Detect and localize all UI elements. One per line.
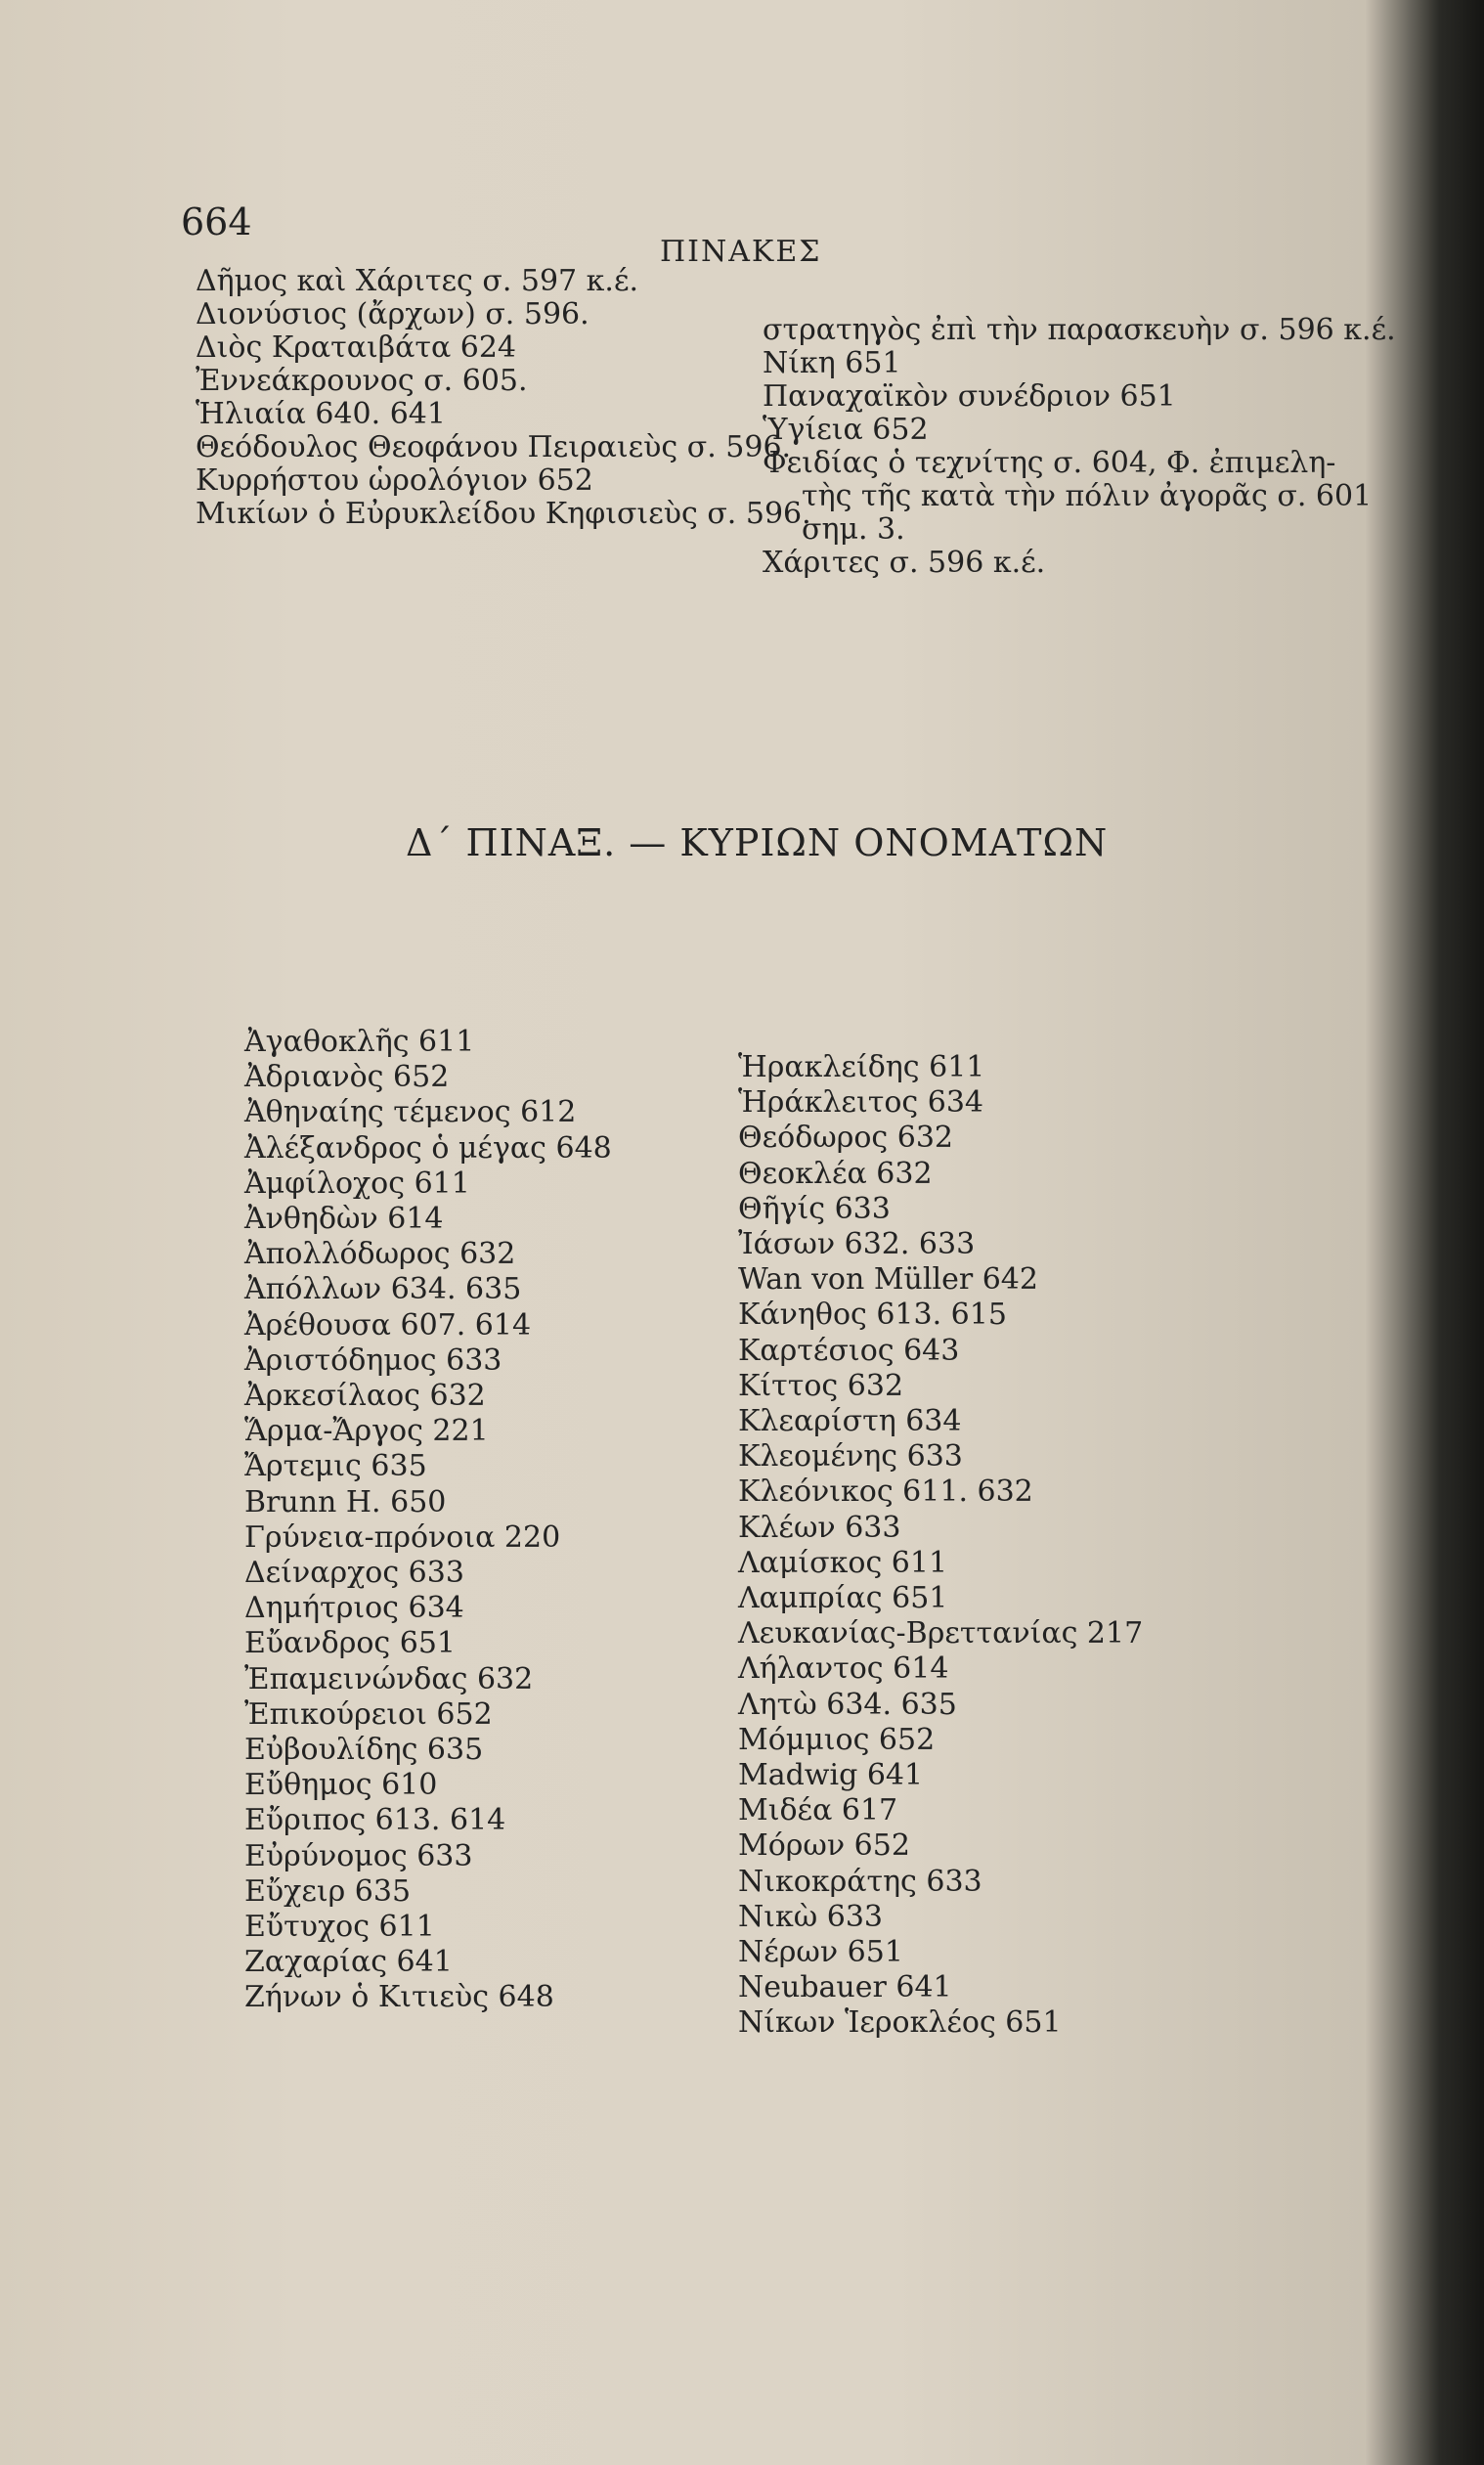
index-entry: Ἄρτεμις 635 [244, 1449, 427, 1484]
index-entry: Εὐρύνομος 633 [244, 1838, 473, 1873]
index-entry: Madwig 641 [738, 1758, 924, 1792]
index-entry: Ἀρέθουσα 607. 614 [244, 1307, 532, 1343]
index-entry: Neubauer 641 [738, 1970, 952, 2005]
index-entry: Μιδέα 617 [738, 1793, 898, 1828]
index-entry: Καρτέσιος 643 [738, 1333, 960, 1368]
index-entry: Εὔανδρος 651 [244, 1626, 456, 1661]
section-title: Δ΄ ΠΙΝΑΞ. — ΚΥΡΙΩΝ ΟΝΟΜΑΤΩΝ [406, 821, 1109, 864]
index-entry: Δῆμος καὶ Χάριτες σ. 597 κ.έ. [196, 264, 639, 298]
index-entry: Ζαχαρίας 641 [244, 1945, 453, 1980]
index-entry: Κλεομένης 633 [738, 1439, 963, 1475]
index-entry: Θεόδωρος 632 [738, 1121, 954, 1156]
index-entry: Ἅρμα-Ἄργος 221 [244, 1414, 489, 1449]
index-entry: Ἀπολλόδωρος 632 [244, 1237, 516, 1272]
index-entry: Ἰάσων 632. 633 [738, 1227, 976, 1261]
index-entry: Ἀριστόδημος 633 [244, 1343, 502, 1378]
index-entry: Χάριτες σ. 596 κ.έ. [763, 546, 1046, 580]
index-entry: Ἀνθηδὼν 614 [244, 1202, 444, 1236]
index-entry: Μόρων 652 [738, 1828, 910, 1864]
index-entry: Λαμίσκος 611 [738, 1545, 948, 1580]
index-entry: Μόμμιος 652 [738, 1722, 936, 1757]
index-entry: Ἀμφίλοχος 611 [244, 1166, 470, 1201]
index-entry: Εὔχειρ 635 [244, 1873, 412, 1909]
index-entry: Εὔτυχος 611 [244, 1910, 435, 1944]
index-entry: Γρύνεια-πρόνοια 220 [244, 1519, 561, 1555]
index-entry: Ἡλιαία 640. 641 [196, 397, 446, 431]
index-entry: Φειδίας ὁ τεχνίτης σ. 604, Φ. ἐπιμελη- [763, 446, 1336, 480]
index-entry: Νικοκράτης 633 [738, 1864, 982, 1899]
index-entry: Θεοκλέα 632 [738, 1156, 933, 1191]
index-entry: Ἀδριανὸς 652 [244, 1060, 450, 1095]
index-entry: Δημήτριος 634 [244, 1591, 464, 1626]
index-entry: Κάνηθος 613. 615 [738, 1298, 1007, 1333]
index-entry: Ἀθηναίης τέμενος 612 [244, 1095, 577, 1130]
index-entry: Ἀλέξανδρος ὁ μέγας 648 [244, 1130, 612, 1166]
index-entry: Κυρρήστου ὡρολόγιον 652 [196, 463, 593, 498]
index-entry: Wan von Müller 642 [738, 1262, 1038, 1298]
index-entry: Διὸς Κραταιβάτα 624 [196, 330, 517, 365]
index-entry: Εὔθημος 610 [244, 1768, 438, 1803]
index-entry: Λευκανίας-Βρεττανίας 217 [738, 1616, 1144, 1651]
index-entry: Ἀγαθοκλῆς 611 [244, 1025, 475, 1059]
index-entry: Θῆγίς 633 [738, 1191, 891, 1226]
index-entry: Ὑγίεια 652 [763, 413, 929, 447]
index-entry: Δείναρχος 633 [244, 1556, 464, 1590]
index-entry: τὴς τῆς κατὰ τὴν πόλιν ἀγορᾶς σ. 601 [802, 479, 1373, 513]
index-entry: Ζήνων ὁ Κιτιεὺς 648 [244, 1980, 554, 2015]
index-entry: Λήλαντος 614 [738, 1651, 949, 1687]
index-entry: Νίκων Ἱεροκλέος 651 [738, 2005, 1062, 2041]
index-entry: Κλεόνικος 611. 632 [738, 1475, 1033, 1510]
index-entry: Ἐννεάκρουνος σ. 605. [196, 364, 528, 398]
index-entry: Ἐπαμεινώνδας 632 [244, 1661, 534, 1696]
index-entry: Ἀπόλλων 634. 635 [244, 1272, 522, 1307]
index-entry: Διονύσιος (ἄρχων) σ. 596. [196, 297, 589, 331]
index-entry: σημ. 3. [802, 512, 905, 547]
index-entry: Κλέων 633 [738, 1510, 901, 1545]
index-entry: Εὔριπος 613. 614 [244, 1803, 506, 1838]
index-entry: Κίττος 632 [738, 1368, 904, 1403]
index-entry: Εὐβουλίδης 635 [244, 1733, 484, 1767]
index-entry: Ἀρκεσίλαος 632 [244, 1379, 486, 1413]
index-entry: Θεόδουλος Θεοφάνου Πειραιεὺς σ. 596. [196, 430, 792, 464]
index-entry: Brunn H. 650 [244, 1484, 447, 1519]
index-entry: Νέρων 651 [738, 1935, 903, 1969]
index-entry: Παναχαϊκὸν συνέδριον 651 [763, 379, 1176, 414]
index-entry: στρατηγὸς ἐπὶ τὴν παρασκευὴν σ. 596 κ.έ. [763, 313, 1396, 347]
index-entry: Ἡράκλειτος 634 [738, 1085, 983, 1121]
index-entry: Μικίων ὁ Εὐρυκλείδου Κηφισιεὺς σ. 596. [196, 497, 811, 531]
index-entry: Νικὼ 633 [738, 1899, 884, 1934]
index-entry: Λητὼ 634. 635 [738, 1687, 957, 1722]
index-entry: Ἐπικούρειοι 652 [244, 1696, 493, 1732]
page-number: 664 [181, 200, 252, 243]
index-entry: Ἡρακλείδης 611 [738, 1050, 985, 1084]
index-entry: Λαμπρίας 651 [738, 1581, 948, 1615]
index-entry: Νίκη 651 [763, 346, 901, 380]
running-head: ΠΙΝΑΚΕΣ [660, 235, 822, 269]
index-entry: Κλεαρίστη 634 [738, 1404, 962, 1438]
